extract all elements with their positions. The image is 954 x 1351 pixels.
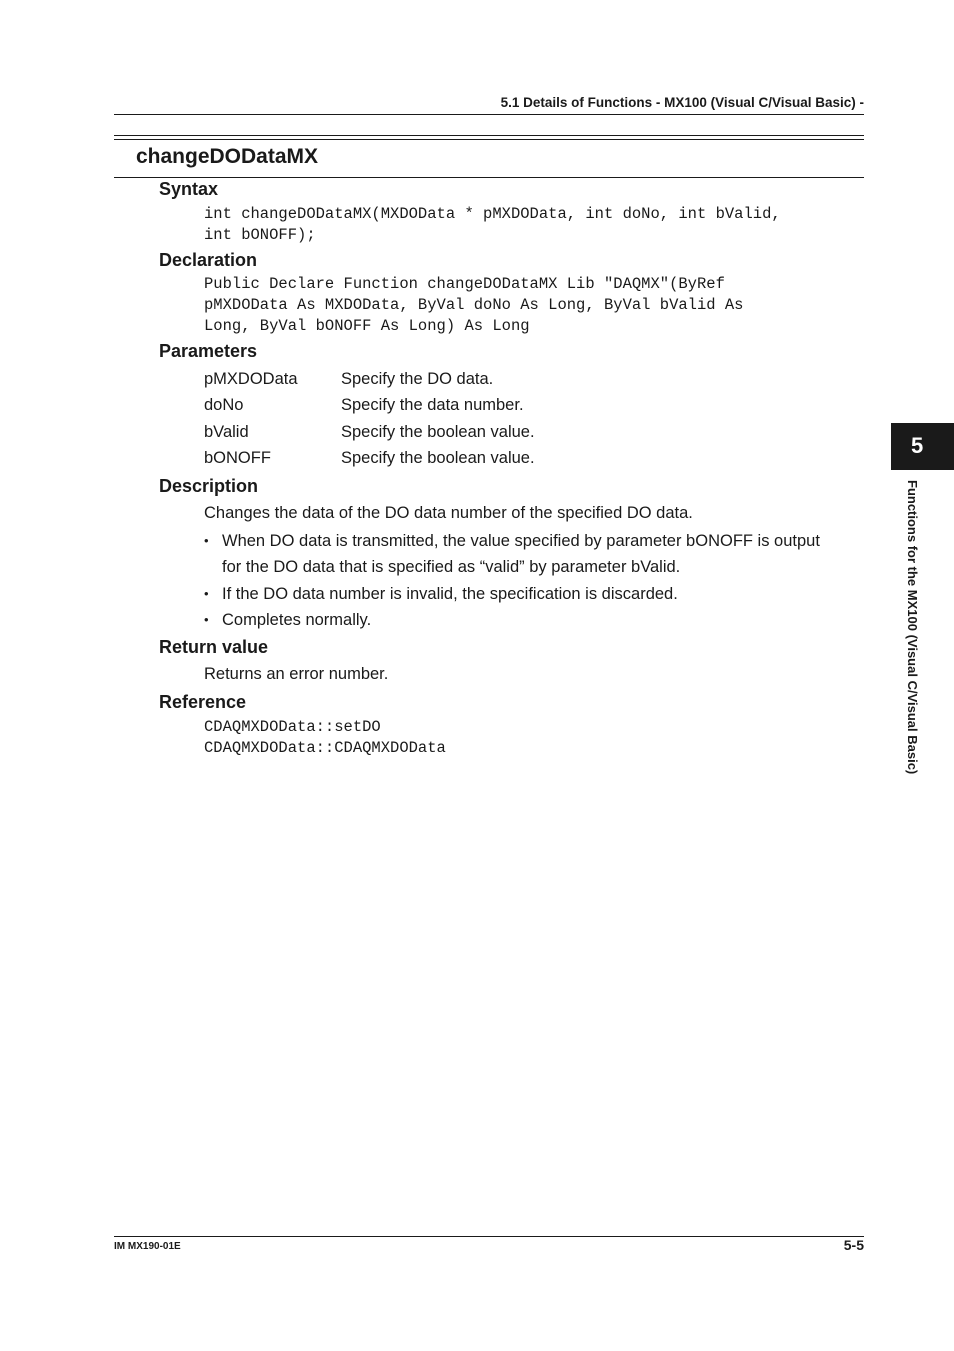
param-desc: Specify the DO data.	[341, 370, 494, 388]
reference-heading: Reference	[159, 692, 247, 712]
param-desc: Specify the boolean value.	[341, 449, 535, 467]
header-rule	[114, 114, 864, 115]
declaration-line-1: Public Declare Function changeDODataMX Lib "DAQMX"(ByRef	[204, 275, 725, 293]
param-desc: Specify the boolean value.	[341, 423, 535, 441]
description-intro: Changes the data of the DO data number of the specified DO data.	[204, 504, 693, 522]
description-heading: Description	[159, 476, 259, 496]
parameters-heading: Parameters	[159, 341, 258, 361]
reference-line-2: CDAQMXDOData::CDAQMXDOData	[204, 739, 446, 757]
declaration-line-2: pMXDOData As MXDOData, ByVal doNo As Long, ByVal bValid As	[204, 296, 744, 314]
return-value-text: Returns an error number.	[204, 665, 389, 683]
bullet-marker: •	[204, 612, 209, 627]
chapter-tab	[891, 423, 954, 470]
syntax-line-2: int bONOFF);	[204, 226, 316, 244]
function-title: changeDODataMX	[136, 145, 319, 168]
bullet-marker: •	[204, 533, 209, 548]
title-rule-bottom	[114, 177, 864, 178]
title-rule-top-2	[114, 139, 864, 140]
param-desc: Specify the data number.	[341, 396, 524, 414]
bullet-text: Completes normally.	[222, 611, 372, 629]
declaration-line-3: Long, ByVal bONOFF As Long) As Long	[204, 317, 530, 335]
syntax-heading: Syntax	[159, 179, 219, 199]
chapter-number: 5	[911, 433, 924, 458]
footer-doc-id: IM MX190-01E	[114, 1241, 181, 1252]
param-name: bONOFF	[204, 449, 271, 467]
return-value-heading: Return value	[159, 637, 269, 657]
bullet-text: If the DO data number is invalid, the specification is discarded.	[222, 585, 678, 603]
footer-page-number: 5-5	[843, 1237, 864, 1253]
reference-line-1: CDAQMXDOData::setDO	[204, 718, 381, 736]
footer-rule	[114, 1236, 864, 1237]
description-bullet	[204, 607, 864, 633]
param-name: pMXDOData	[204, 370, 298, 388]
chapter-side-label: Functions for the MX100 (Visual C/Visual Basic)	[905, 480, 920, 775]
title-rule-top-1	[114, 135, 864, 136]
param-name: doNo	[204, 396, 244, 414]
param-name: bValid	[204, 423, 249, 441]
description-bullet	[204, 528, 864, 580]
bullet-text: When DO data is transmitted, the value specified by parameter bONOFF is output for the DO data that is specified as “valid” by parameter bValid.	[222, 532, 820, 576]
syntax-line-1: int changeDODataMX(MXDOData * pMXDOData, int doNo, int bValid,	[204, 205, 781, 223]
description-bullet	[204, 581, 864, 607]
bullet-marker: •	[204, 586, 209, 601]
declaration-heading: Declaration	[159, 250, 258, 270]
running-header: 5.1 Details of Functions - MX100 (Visual C/Visual Basic) -	[500, 95, 864, 110]
